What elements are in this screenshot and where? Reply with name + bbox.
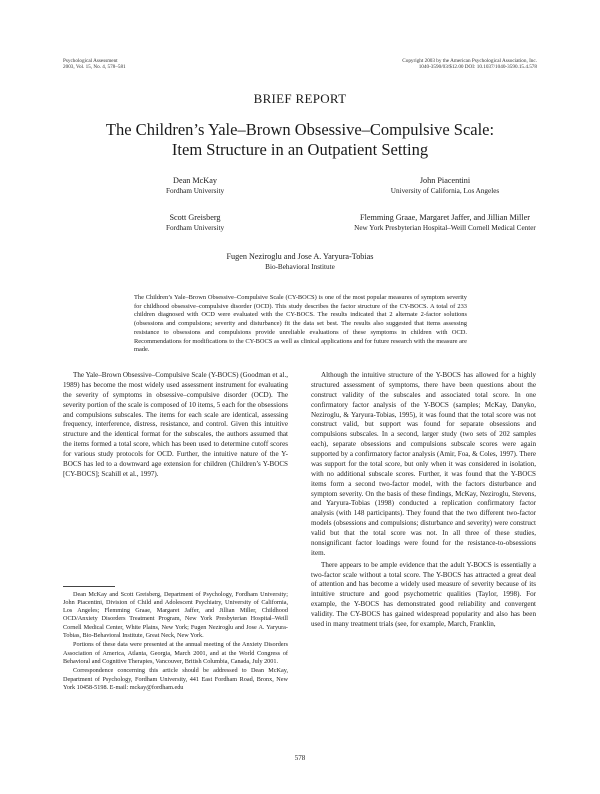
copyright-line: Copyright 2003 by the American Psychological Association, Inc. <box>402 58 537 64</box>
body-paragraph: Although the intuitive structure of the Y-BOCS has allowed for a highly structured assessment of symptoms, there have been questions about the construct validity of the subscales and associated total score. In one confirmatory factor analysis of the Y-BOCS (samples; McKay, Danyko, Neziroglu, & Yaryura-Tobias, 1995), it was found that the total score was not construct valid, but support was found for separate obsessions and compulsions subscales. In a second, larger study (two sets of 202 samples each), separate obsessions and compulsions subscale scores were again supported by a confirmatory factor analysis (Amir, Foa, & Coles, 1997). There was support for the total score, but only when it was considered in isolation, with no additional subscale scores. Further, it was found that the Y-BOCS items form a second two-factor model, with the factors disturbance and symptom severity. On the basis of these findings, McKay, Neziroglu, Stevens, and Yaryura-Tobias (1998) conducted a replication confirmatory factor analysis (with 148 participants). They found that the two different two-factor models (obsessions and compulsions; disturbance and severity) were construct valid but that the total score was not. In all three of these studies, nonsignificant factor loadings were found for the resistance-to-obsessions item. <box>311 371 536 557</box>
article-title <box>0 120 600 160</box>
author-block <box>140 176 250 196</box>
section-label: BRIEF REPORT <box>253 91 347 106</box>
author-name: Dean McKay <box>173 176 217 185</box>
footnote: Portions of these data were presented at the annual meeting of the Anxiety Disorders Association of America, Atlanta, Georgia, March 2001, and at the World Congress of Behavioral and Cognitive Therapies, Vancouver, British Columbia, Canada, July 2001. <box>63 641 288 665</box>
title-line-1: The Children’s Yale–Brown Obsessive–Compulsive Scale: <box>105 120 495 139</box>
body-column-right <box>311 371 536 630</box>
author-name: Scott Greisberg <box>169 213 221 222</box>
footnote: Correspondence concerning this article should be addressed to Dean McKay, Department of Psychology, Fordham University, 441 East Fordham Road, Bronx, New York 10458-5198. E-mail: mckay@fordham.edu <box>63 667 288 691</box>
author-name: John Piacentini <box>419 176 471 185</box>
journal-name: Psychological Assessment <box>63 58 118 64</box>
page-number: 578 <box>294 754 306 762</box>
footnote: Dean McKay and Scott Greisberg, Department of Psychology, Fordham University; John Piacentini, Division of Child and Adolescent Psychiatry, University of California, Los Angeles; Flemming Graae, Margaret Jaffer, and Jillian Miller, Childhood OCD/Anxiety Disorders Treatment Program, New York Presbyterian Hospital–Weill Cornell Medical Center, White Plains, New York; Fugen Neziroglu and Jose A. Yaryura-Tobias, Bio-Behavioral Institute, Great Neck, New York. <box>63 591 288 639</box>
body-column-left <box>63 371 288 480</box>
footnotes <box>63 591 288 693</box>
doi-line: 1040-3590/03/$12.00 DOI: 10.1037/1040-3590.15.4.578 <box>418 64 537 71</box>
author-affiliation: Bio-Behavioral Institute <box>265 263 335 271</box>
author-block <box>140 213 250 233</box>
abstract: The Children’s Yale–Brown Obsessive–Compulsive Scale (CY-BOCS) is one of the most popular measures of symptom severity for childhood obsessive–compulsive disorder (OCD). This study describes the factor structure of the CY-BOCS. A total of 233 children diagnosed with OCD were evaluated with the CY-BOCS. The results indicated that 2 alternate 2-factor solutions (obsessions and compulsions; severity and disturbance) fit the data set best. The results also suggested that items assessing resistance to obsessions and compulsions provide unreliable evaluations of these symptoms in children with OCD. Recommendations for modifications to the CY-BOCS as well as clinical applications and for future research with the measure are made. <box>134 294 467 354</box>
body-paragraph: The Yale–Brown Obsessive–Compulsive Scale (Y-BOCS) (Goodman et al., 1989) has become the most widely used assessment instrument for evaluating the severity of symptoms in obsessive–compulsive disorder (OCD). The severity portion of the scale is composed of 10 items, 5 each for the obsessions and compulsions subscales. The items for each scale are identical, assessing frequency, interference, distress, resistance, and control. Given this intuitive structure and the identical format for the subscales, the authors assumed that the items formed a total score, which has been used to determine cutoff scores for various study protocols for OCD. Further, the intuitive nature of the Y-BOCS has led to a downward age extension for children (Children’s Y-BOCS [CY-BOCS]; Scahill et al., 1997). <box>63 371 288 478</box>
author-affiliation: New York Presbyterian Hospital–Weill Cornell Medical Center <box>354 224 536 232</box>
author-affiliation: University of California, Los Angeles <box>390 187 500 195</box>
copyright-header <box>402 58 537 71</box>
author-block <box>150 252 450 272</box>
author-name: Fugen Neziroglu and Jose A. Yaryura-Tobias <box>226 252 374 261</box>
body-paragraph: There appears to be ample evidence that the adult Y-BOCS is essentially a two-factor scale without a total score. The Y-BOCS has attracted a great deal of attention and has become a widely used measure of severity because of its intuitive structure and good psychometric qualities (Taylor, 1998). For example, the Y-BOCS has demonstrated good reliability and convergent validity. The CY-BOCS has gained widespread popularity and also has been used in many treatment trials (see, for example, March, Franklin, <box>311 560 536 628</box>
footnote-rule <box>63 586 115 587</box>
author-block <box>345 176 545 196</box>
author-affiliation: Fordham University <box>165 224 225 232</box>
title-line-2: Item Structure in an Outpatient Setting <box>171 140 429 159</box>
journal-volume: 2003, Vol. 15, No. 4, 578–581 <box>63 64 126 71</box>
journal-header <box>63 58 126 71</box>
author-block <box>305 213 585 233</box>
author-name: Flemming Graae, Margaret Jaffer, and Jillian Miller <box>360 213 530 222</box>
author-affiliation: Fordham University <box>165 187 225 195</box>
